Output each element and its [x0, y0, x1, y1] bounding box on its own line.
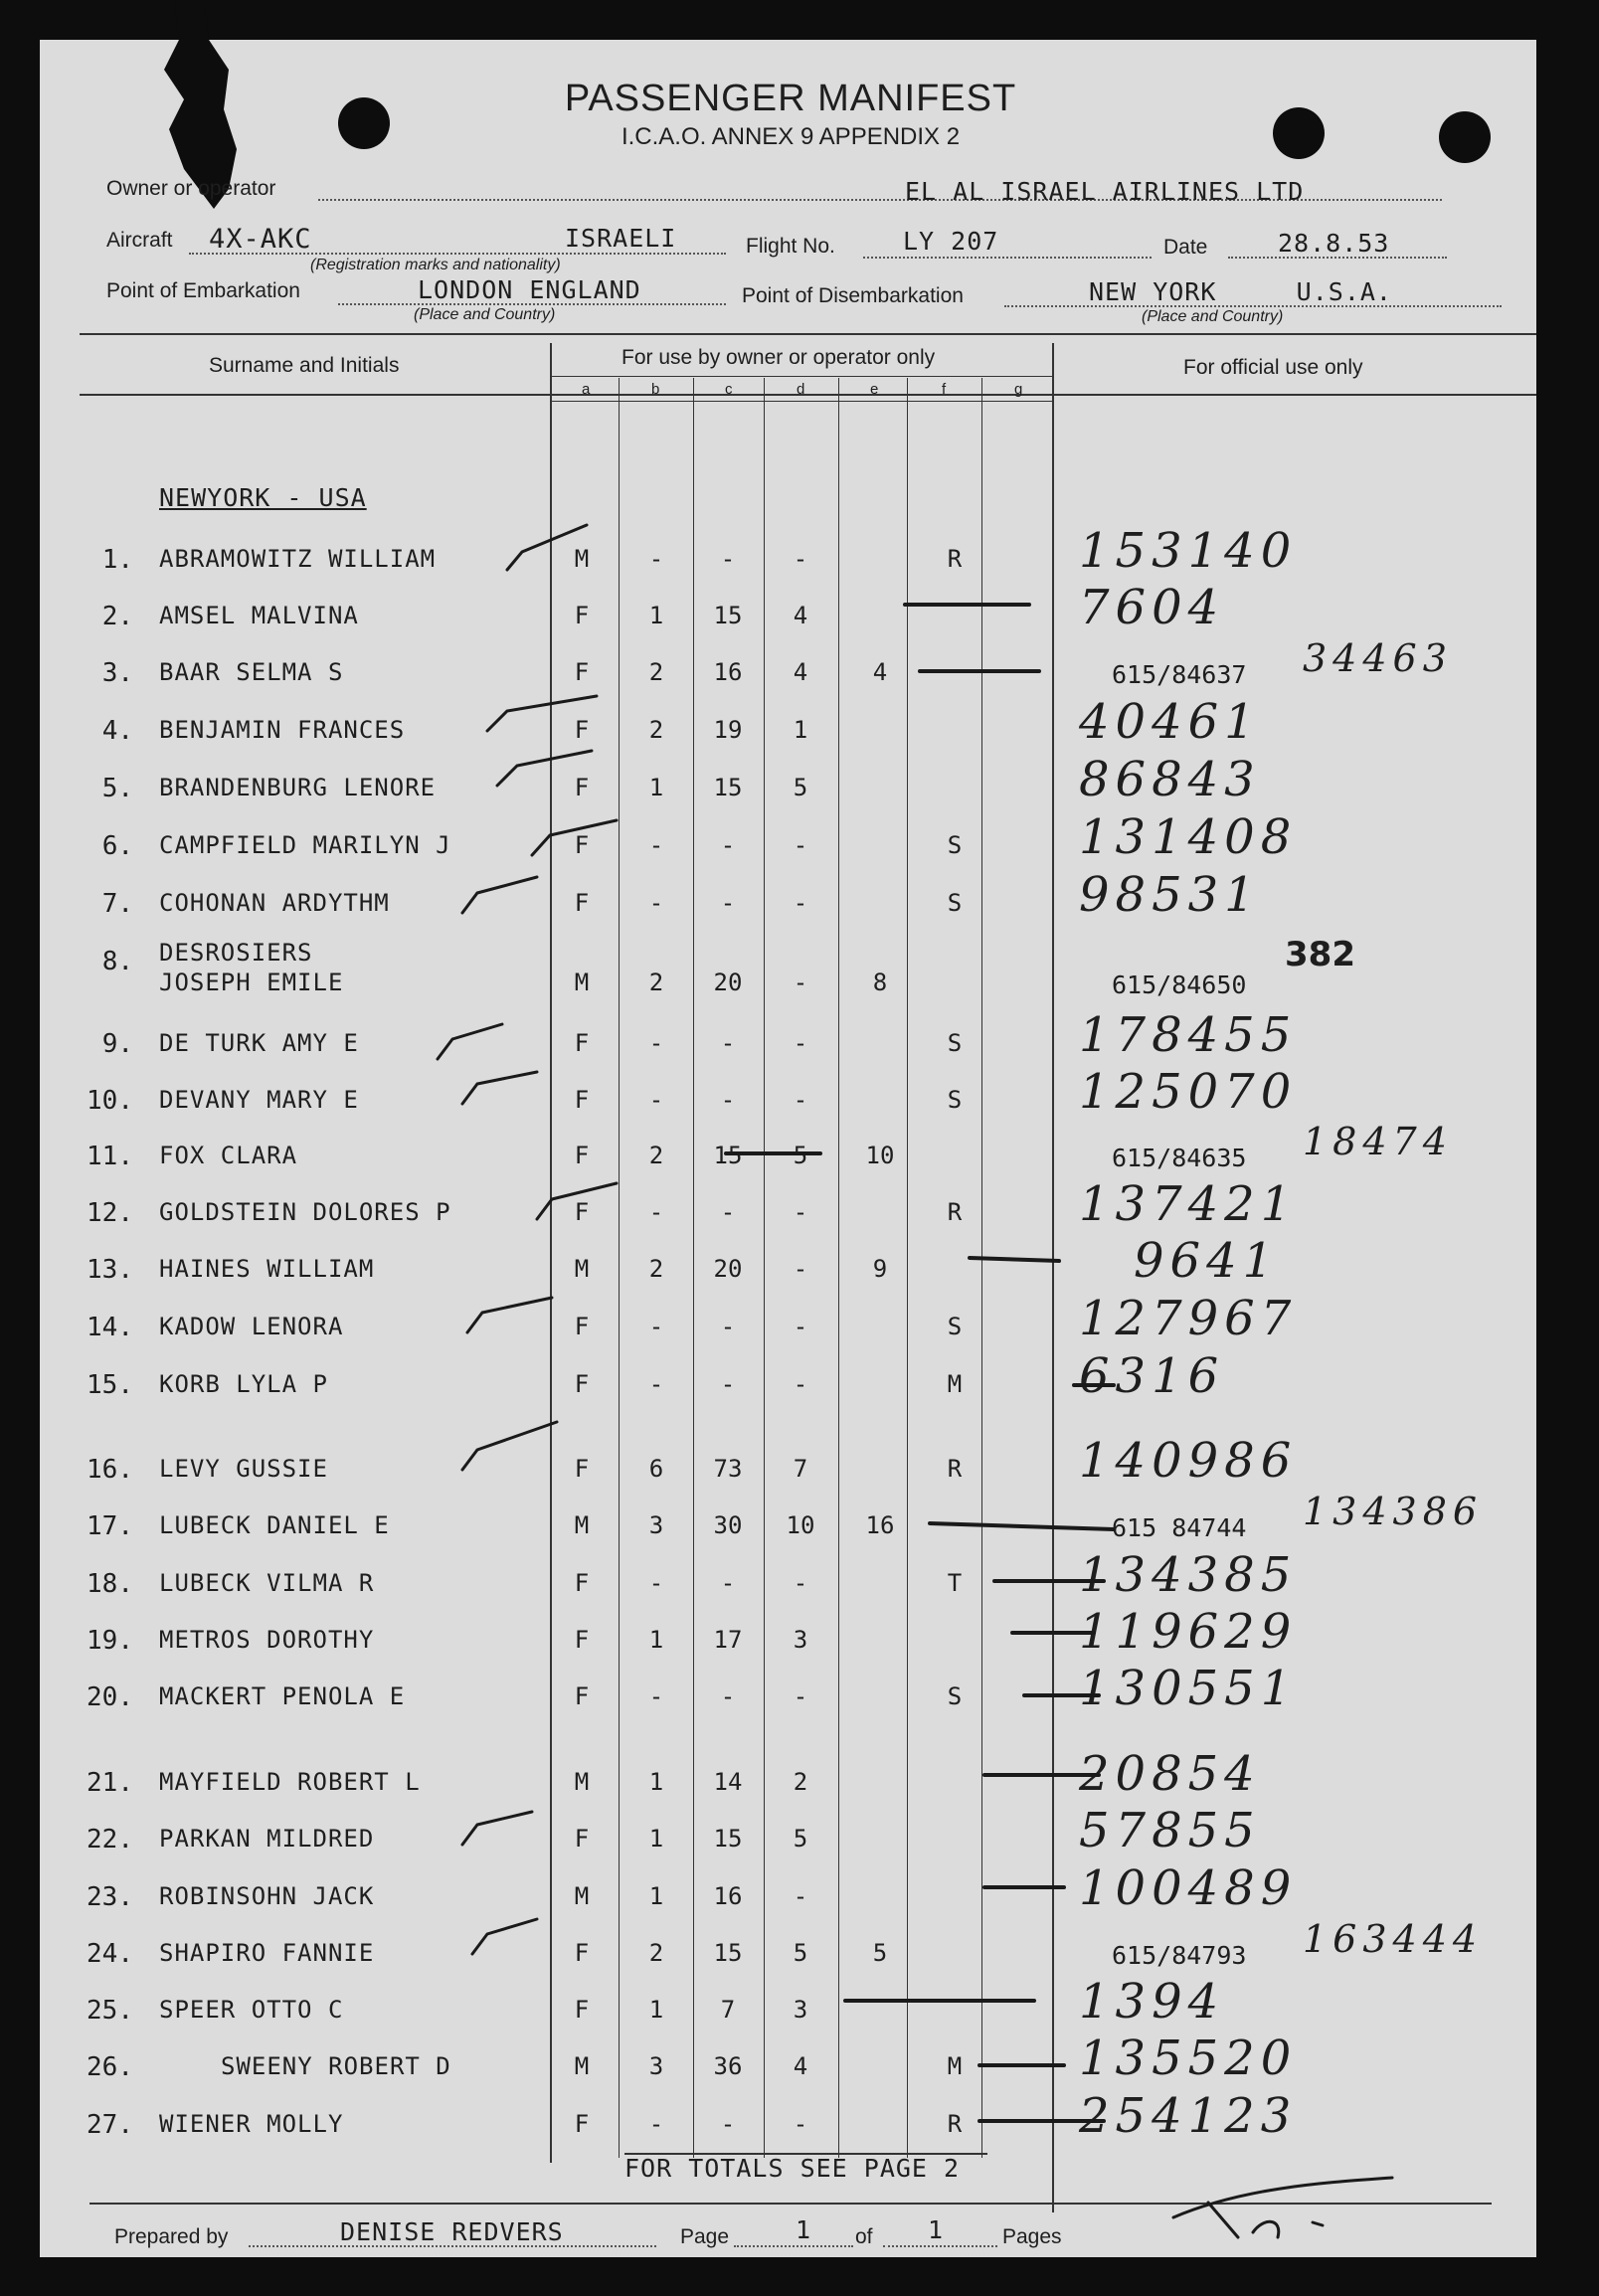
passenger-name: SHAPIRO FANNIE — [159, 1939, 375, 1967]
cell-d: - — [793, 889, 808, 917]
cell-b: - — [648, 831, 664, 859]
cell-c: 7 — [720, 1996, 736, 2024]
cell-a: M — [574, 1768, 590, 1796]
handwritten-number: 119629 — [1079, 1604, 1298, 1660]
surname-header: Surname and Initials — [209, 354, 400, 377]
handwritten-number: 9641 — [1134, 1233, 1280, 1289]
cell-b: - — [648, 1313, 664, 1340]
passenger-name: LUBECK VILMA R — [159, 1569, 375, 1597]
cell-b: - — [648, 1086, 664, 1114]
passenger-name: BAAR SELMA S — [159, 658, 344, 686]
cell-b: 3 — [648, 1511, 664, 1539]
cell-c: - — [720, 1313, 736, 1340]
cell-b: - — [648, 2110, 664, 2138]
cell-a: F — [574, 1569, 590, 1597]
passenger-name: DEVANY MARY E — [159, 1086, 359, 1114]
prepared-label: Prepared by — [114, 2225, 229, 2248]
flight-label: Flight No. — [746, 235, 835, 258]
cell-d: - — [793, 545, 808, 573]
cell-c: 15 — [713, 1142, 743, 1169]
passenger-name: DE TURK AMY E — [159, 1029, 359, 1057]
row-number: 10. — [87, 1086, 133, 1116]
handwritten-number: 127967 — [1079, 1291, 1298, 1346]
cell-d: - — [793, 1882, 808, 1910]
handwritten-number: 1394 — [1079, 1974, 1225, 2030]
row-number: 14. — [87, 1313, 133, 1342]
aircraft-nationality: ISRAELI — [565, 224, 677, 253]
cell-e: 4 — [872, 658, 888, 686]
cell-d: 7 — [793, 1455, 808, 1483]
embark-value: LONDON ENGLAND — [418, 275, 641, 304]
cell-a: F — [574, 2110, 590, 2138]
cell-f: T — [947, 1569, 963, 1597]
passenger-name: BRANDENBURG LENORE — [159, 774, 437, 801]
cell-f: S — [947, 889, 963, 917]
cell-d: - — [793, 1569, 808, 1597]
cell-f: R — [947, 1198, 963, 1226]
handwritten-number: 7604 — [1079, 580, 1225, 635]
cell-d: - — [793, 969, 808, 996]
cell-d: - — [793, 1198, 808, 1226]
typed-reference: 615/84637 — [1112, 660, 1247, 689]
passenger-name: AMSEL MALVINA — [159, 602, 359, 629]
handwritten-number: 134386 — [1303, 1490, 1484, 1533]
cell-d: 4 — [793, 2052, 808, 2080]
aircraft-reg: 4X-AKC — [209, 224, 312, 255]
column-letter-g: g — [1014, 381, 1023, 398]
passenger-name: METROS DOROTHY — [159, 1626, 375, 1654]
cell-d: - — [793, 1313, 808, 1340]
cell-c: 15 — [713, 1939, 743, 1967]
place-note-embark: (Place and Country) — [414, 306, 556, 323]
passenger-name: LEVY GUSSIE — [159, 1455, 328, 1483]
passenger-name: LUBECK DANIEL E — [159, 1511, 390, 1539]
cell-c: 19 — [713, 716, 743, 744]
cell-a: F — [574, 1370, 590, 1398]
date-value: 28.8.53 — [1278, 229, 1390, 258]
disembark-value: NEW YORK U.S.A. — [1089, 277, 1392, 306]
passenger-name: SWEENY ROBERT D — [221, 2052, 451, 2080]
passenger-name: FOX CLARA — [159, 1142, 298, 1169]
cell-f: S — [947, 1682, 963, 1710]
cell-b: 2 — [648, 658, 664, 686]
passenger-name: BENJAMIN FRANCES — [159, 716, 406, 744]
cell-b: 3 — [648, 2052, 664, 2080]
pages-label: Pages — [1002, 2225, 1062, 2248]
cell-b: 1 — [648, 1825, 664, 1853]
cell-d: 5 — [793, 1142, 808, 1169]
cell-c: - — [720, 831, 736, 859]
cell-b: 2 — [648, 716, 664, 744]
cell-c: 20 — [713, 1255, 743, 1283]
prepared-value: DENISE REDVERS — [340, 2217, 564, 2246]
column-letter-d: d — [797, 381, 805, 398]
passenger-name: HAINES WILLIAM — [159, 1255, 375, 1283]
handwritten-number: 130551 — [1079, 1661, 1298, 1716]
cell-d: - — [793, 2110, 808, 2138]
row-number: 2. — [101, 602, 133, 631]
row-number: 19. — [87, 1626, 133, 1656]
cell-f: R — [947, 1455, 963, 1483]
handwritten-number: 125070 — [1079, 1064, 1298, 1120]
passenger-name: SPEER OTTO C — [159, 1996, 344, 2024]
cell-d: 1 — [793, 716, 808, 744]
cell-a: F — [574, 1029, 590, 1057]
cell-b: 1 — [648, 1996, 664, 2024]
cell-a: F — [574, 716, 590, 744]
cell-e: 10 — [865, 1142, 895, 1169]
cell-a: F — [574, 1313, 590, 1340]
owner-use-header: For use by owner or operator only — [622, 346, 936, 369]
cell-c: 15 — [713, 1825, 743, 1853]
cell-a: M — [574, 2052, 590, 2080]
handwritten-number: 254123 — [1079, 2088, 1298, 2144]
handwritten-number: 20854 — [1079, 1746, 1261, 1802]
typed-reference: 615/84650 — [1112, 971, 1247, 999]
cell-a: F — [574, 1198, 590, 1226]
passenger-name: ABRAMOWITZ WILLIAM — [159, 545, 437, 573]
cell-f: S — [947, 831, 963, 859]
row-number: 26. — [87, 2052, 133, 2082]
handwritten-number: 134385 — [1079, 1547, 1298, 1603]
cell-f: M — [947, 2052, 963, 2080]
cell-b: - — [648, 1682, 664, 1710]
cell-a: M — [574, 1882, 590, 1910]
page-value: 1 — [796, 2215, 812, 2244]
cell-f: M — [947, 1370, 963, 1398]
cell-d: 3 — [793, 1626, 808, 1654]
cell-d: 10 — [786, 1511, 815, 1539]
cell-c: - — [720, 1569, 736, 1597]
cell-d: 4 — [793, 602, 808, 629]
cell-d: - — [793, 1029, 808, 1057]
row-number: 11. — [87, 1142, 133, 1171]
flight-value: LY 207 — [903, 227, 999, 256]
handwritten-number: 140986 — [1079, 1433, 1298, 1489]
cell-c: - — [720, 2110, 736, 2138]
handwritten-number: 131408 — [1079, 809, 1298, 865]
cell-d: 5 — [793, 1825, 808, 1853]
cell-d: - — [793, 1370, 808, 1398]
cell-f: S — [947, 1029, 963, 1057]
handwritten-number: 163444 — [1303, 1917, 1484, 1961]
row-number: 23. — [87, 1882, 133, 1912]
handwritten-number: 6316 — [1079, 1348, 1225, 1404]
row-number: 1. — [101, 545, 133, 575]
passenger-name: ROBINSOHN JACK — [159, 1882, 375, 1910]
row-number: 16. — [87, 1455, 133, 1485]
cell-d: 5 — [793, 774, 808, 801]
passenger-name: KORB LYLA P — [159, 1370, 328, 1398]
column-letter-b: b — [651, 381, 660, 398]
handwritten-number: 178455 — [1079, 1007, 1298, 1063]
cell-b: 2 — [648, 1939, 664, 1967]
typed-reference: 615/84635 — [1112, 1144, 1247, 1172]
row-number: 25. — [87, 1996, 133, 2026]
cell-f: R — [947, 2110, 963, 2138]
cell-d: - — [793, 1682, 808, 1710]
cell-a: F — [574, 889, 590, 917]
cell-a: M — [574, 1511, 590, 1539]
passenger-name: WIENER MOLLY — [159, 2110, 344, 2138]
row-number: 20. — [87, 1682, 133, 1712]
cell-d: 5 — [793, 1939, 808, 1967]
cell-f: S — [947, 1313, 963, 1340]
cell-c: 14 — [713, 1768, 743, 1796]
cell-c: 16 — [713, 1882, 743, 1910]
row-number: 13. — [87, 1255, 133, 1285]
passenger-name: KADOW LENORA — [159, 1313, 344, 1340]
cell-e: 8 — [872, 969, 888, 996]
cell-e: 9 — [872, 1255, 888, 1283]
cell-c: - — [720, 545, 736, 573]
row-number: 24. — [87, 1939, 133, 1969]
cell-a: M — [574, 545, 590, 573]
of-value: 1 — [928, 2215, 945, 2244]
cell-f: S — [947, 1086, 963, 1114]
row-number: 4. — [101, 716, 133, 746]
handwritten-number: 153140 — [1079, 523, 1298, 579]
passenger-name-line2: JOSEPH EMILE — [159, 969, 344, 996]
cell-d: 3 — [793, 1996, 808, 2024]
cell-c: - — [720, 1086, 736, 1114]
cell-a: F — [574, 1682, 590, 1710]
registration-note: (Registration marks and nationality) — [310, 257, 561, 273]
passenger-name: MACKERT PENOLA E — [159, 1682, 406, 1710]
passenger-name: COHONAN ARDYTHM — [159, 889, 390, 917]
cell-a: F — [574, 774, 590, 801]
cell-b: 1 — [648, 1882, 664, 1910]
row-number: 6. — [101, 831, 133, 861]
cell-c: - — [720, 1198, 736, 1226]
row-number: 17. — [87, 1511, 133, 1541]
passenger-name: MAYFIELD ROBERT L — [159, 1768, 421, 1796]
row-number: 15. — [87, 1370, 133, 1400]
row-number: 8. — [101, 947, 133, 976]
embark-label: Point of Embarkation — [106, 279, 300, 302]
row-number: 22. — [87, 1825, 133, 1854]
cell-b: - — [648, 1569, 664, 1597]
cell-d: 2 — [793, 1768, 808, 1796]
cell-b: - — [648, 889, 664, 917]
row-number: 9. — [101, 1029, 133, 1059]
cell-b: 2 — [648, 969, 664, 996]
row-number: 7. — [101, 889, 133, 919]
cell-c: 17 — [713, 1626, 743, 1654]
cell-b: 2 — [648, 1142, 664, 1169]
cell-c: 20 — [713, 969, 743, 996]
cell-c: 15 — [713, 774, 743, 801]
section-heading: NEWYORK - USA — [159, 483, 367, 512]
handwritten-number: 98531 — [1079, 867, 1261, 923]
passenger-name: GOLDSTEIN DOLORES P — [159, 1198, 451, 1226]
cell-d: - — [793, 1086, 808, 1114]
row-number: 18. — [87, 1569, 133, 1599]
aircraft-label: Aircraft — [106, 229, 173, 252]
of-label: of — [855, 2225, 873, 2248]
cell-d: 4 — [793, 658, 808, 686]
typed-reference: 615/84793 — [1112, 1941, 1247, 1970]
cell-c: 15 — [713, 602, 743, 629]
cell-b: 6 — [648, 1455, 664, 1483]
cell-a: F — [574, 1455, 590, 1483]
column-letter-c: c — [725, 381, 733, 398]
row-number: 27. — [87, 2110, 133, 2140]
cell-c: - — [720, 1682, 736, 1710]
cell-a: F — [574, 1086, 590, 1114]
cell-c: 16 — [713, 658, 743, 686]
cell-b: 1 — [648, 1768, 664, 1796]
cell-d: - — [793, 831, 808, 859]
cell-e: 16 — [865, 1511, 895, 1539]
cell-a: F — [574, 1142, 590, 1169]
handwritten-number: 135520 — [1079, 2031, 1298, 2086]
cell-a: F — [574, 1939, 590, 1967]
cell-e: 5 — [872, 1939, 888, 1967]
cell-c: - — [720, 1029, 736, 1057]
handwritten-number: 40461 — [1079, 694, 1261, 750]
cell-d: - — [793, 1255, 808, 1283]
handwritten-number: 100489 — [1079, 1860, 1298, 1916]
owner-label: Owner or operator — [106, 177, 276, 200]
page-title: PASSENGER MANIFEST — [564, 78, 1017, 119]
handwritten-number: 34463 — [1303, 636, 1453, 680]
typed-reference: 615 84744 — [1112, 1513, 1247, 1542]
page-label: Page — [680, 2225, 730, 2248]
official-use-header: For official use only — [1183, 356, 1363, 379]
cell-a: F — [574, 831, 590, 859]
passenger-name: PARKAN MILDRED — [159, 1825, 375, 1853]
owner-value: EL AL ISRAEL AIRLINES LTD — [905, 177, 1305, 206]
handwritten-number: 18474 — [1303, 1120, 1453, 1163]
cell-b: - — [648, 1198, 664, 1226]
cell-a: F — [574, 1825, 590, 1853]
cell-b: 1 — [648, 1626, 664, 1654]
stamp-382: 382 — [1285, 935, 1355, 974]
cell-a: M — [574, 969, 590, 996]
totals-note: FOR TOTALS SEE PAGE 2 — [624, 2154, 961, 2183]
cell-b: 1 — [648, 602, 664, 629]
cell-b: - — [648, 1029, 664, 1057]
date-label: Date — [1163, 236, 1208, 259]
handwritten-number: 57855 — [1079, 1803, 1261, 1858]
row-number: 21. — [87, 1768, 133, 1798]
cell-f: R — [947, 545, 963, 573]
row-number: 3. — [101, 658, 133, 688]
cell-a: F — [574, 602, 590, 629]
cell-a: M — [574, 1255, 590, 1283]
cell-c: - — [720, 1370, 736, 1398]
column-letter-a: a — [582, 381, 591, 398]
place-note-disembark: (Place and Country) — [1142, 308, 1284, 325]
column-letter-f: f — [942, 381, 947, 398]
disembark-label: Point of Disembarkation — [742, 284, 964, 307]
page-subtitle: I.C.A.O. ANNEX 9 APPENDIX 2 — [621, 123, 961, 150]
passenger-name: CAMPFIELD MARILYN J — [159, 831, 451, 859]
cell-c: - — [720, 889, 736, 917]
cell-b: 1 — [648, 774, 664, 801]
cell-c: 73 — [713, 1455, 743, 1483]
cell-a: F — [574, 1996, 590, 2024]
column-letter-e: e — [870, 381, 879, 398]
handwritten-number: 137421 — [1079, 1176, 1298, 1232]
passenger-name: DESROSIERS — [159, 939, 313, 967]
cell-b: - — [648, 545, 664, 573]
cell-a: F — [574, 658, 590, 686]
handwritten-number: 86843 — [1079, 752, 1261, 807]
row-number: 5. — [101, 774, 133, 803]
cell-a: F — [574, 1626, 590, 1654]
cell-b: - — [648, 1370, 664, 1398]
cell-c: 30 — [713, 1511, 743, 1539]
cell-b: 2 — [648, 1255, 664, 1283]
cell-c: 36 — [713, 2052, 743, 2080]
row-number: 12. — [87, 1198, 133, 1228]
